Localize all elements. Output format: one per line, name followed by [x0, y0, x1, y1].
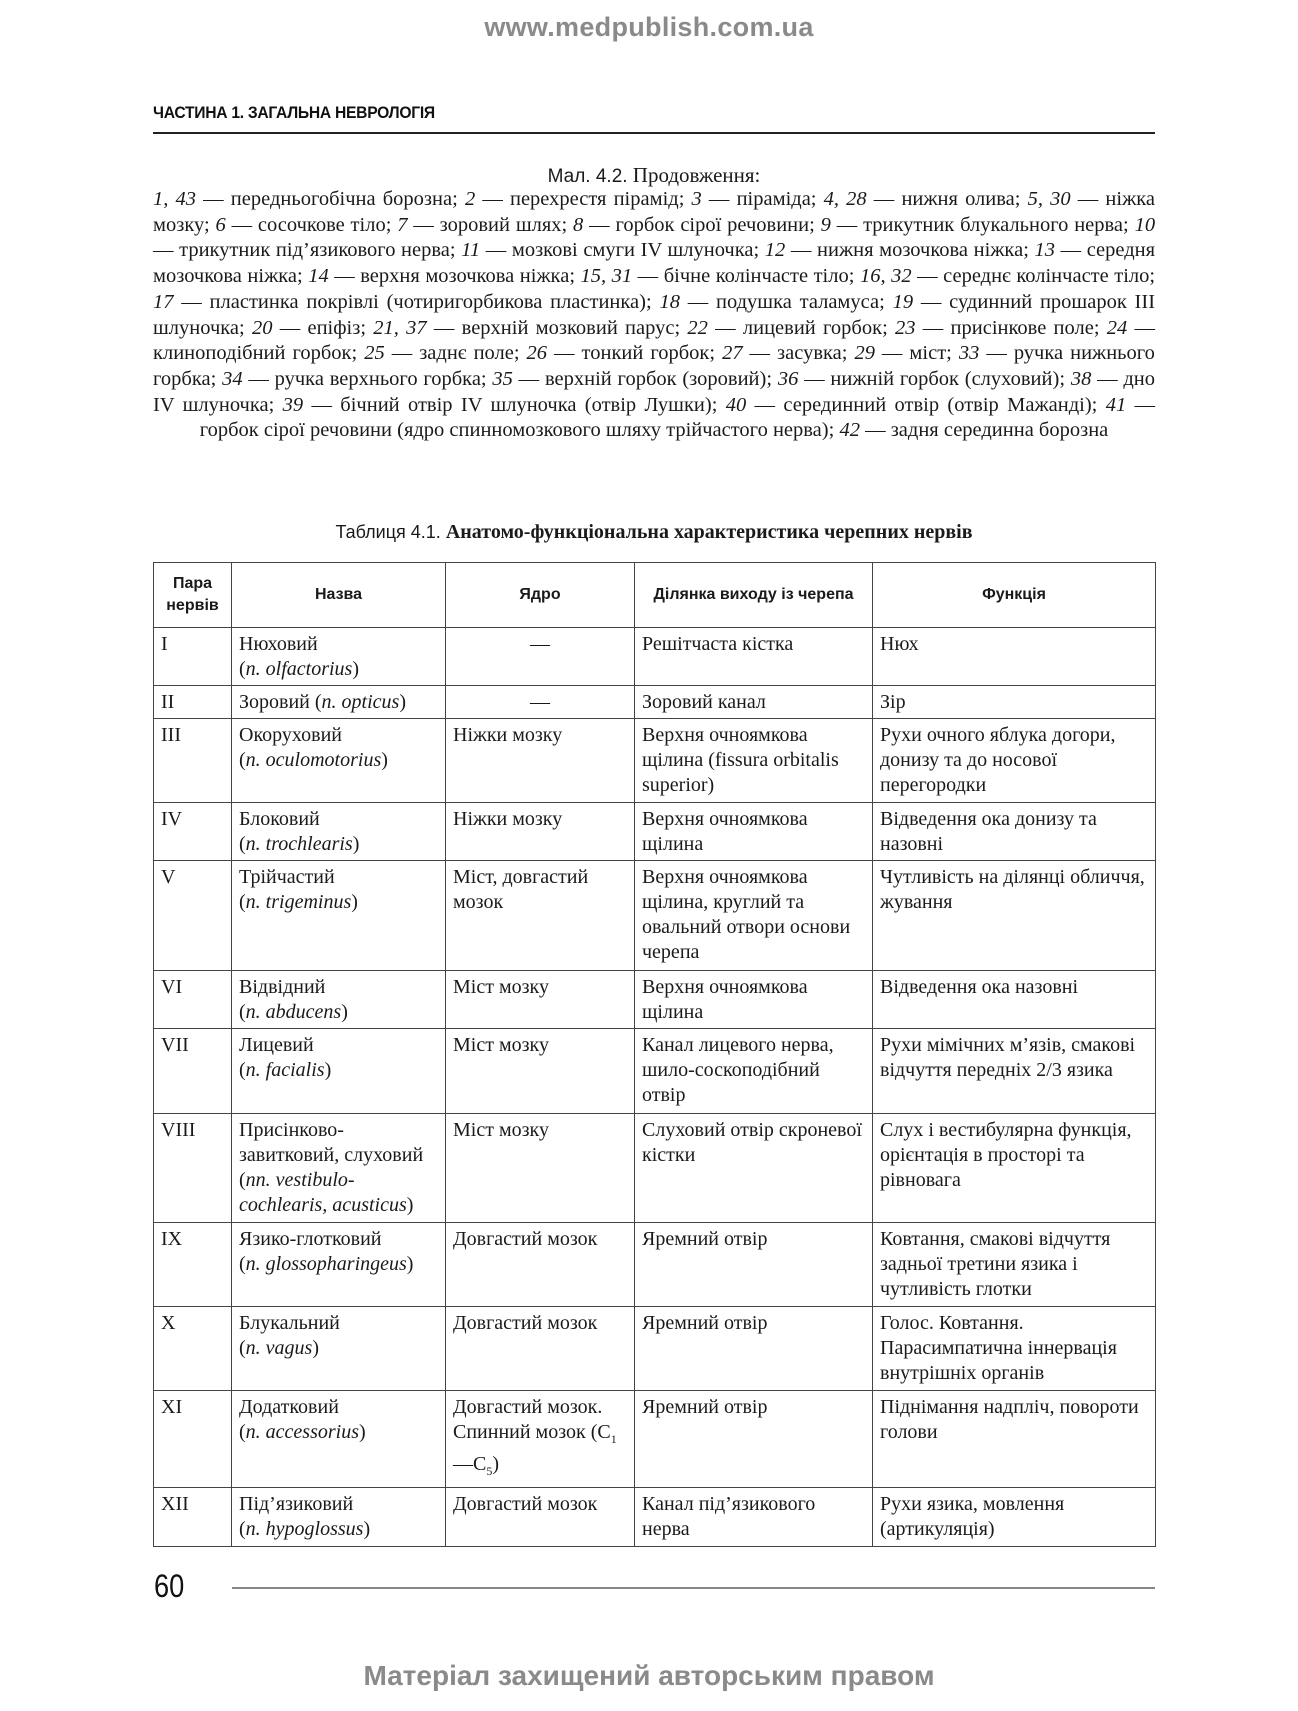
legend-number: 29 — [854, 342, 875, 365]
nerve-name: Присінково-завитковий, слуховий — [239, 1119, 424, 1166]
cell-pair: XII — [154, 1488, 232, 1547]
table-row — [154, 971, 1156, 1029]
cell-function: Рухи язика, мовлення (артикуляція) — [873, 1488, 1156, 1547]
legend-item: 22 — лицевий горбок; — [687, 316, 896, 339]
legend-item: 8 — горбок сірої речовини; — [573, 213, 821, 236]
legend-text: дно IV шлуночка — [153, 367, 1156, 416]
legend-number: 21, 37 — [373, 316, 427, 339]
cell-name: Блоковий (n. trochlearis) — [232, 803, 446, 861]
cell-pair: II — [154, 686, 232, 719]
legend-text: заднє поле — [419, 342, 514, 365]
nerve-latin-name: nn. vestibulo-cochlearis, acusticus — [239, 1169, 407, 1216]
cell-exit: Верхня очноямкова щілина — [635, 971, 873, 1029]
legend-number: 17 — [153, 290, 174, 313]
cell-name: Додатковий (n. accessorius) — [232, 1391, 446, 1488]
legend-text: зоровий шлях — [439, 213, 562, 236]
nerve-latin-name: n. vagus — [245, 1337, 313, 1359]
legend-text: верхня мозочкова ніжка — [360, 265, 570, 288]
legend-text: лицевий горбок — [742, 316, 883, 339]
legend-text: перехрестя пірамід — [509, 188, 679, 210]
cell-nucleus: Довгастий мозок — [446, 1223, 635, 1307]
legend-text: епіфіз — [307, 316, 361, 339]
legend-item: 39 — бічний отвір IV шлуночка (отвір Лушки); — [282, 393, 726, 416]
legend-text: передньогобічна борозна — [230, 188, 453, 210]
cranial-nerves-table — [153, 562, 1156, 1547]
legend-text: задня серединна борозна — [890, 419, 1109, 442]
legend-text: сосочкове тіло — [257, 213, 386, 236]
legend-item: 11 — мозкові смуги IV шлуночка; — [461, 239, 765, 262]
cell-exit: Канал лицевого нерва, шило-соскоподібний отвір — [635, 1029, 873, 1114]
legend-text: середня мозочкова ніжка — [153, 239, 1156, 288]
legend-number: 1, 43 — [153, 188, 197, 210]
cell-name: Трійчастий (n. trigeminus) — [232, 861, 446, 971]
legend-text: мозкові смуги IV шлуночка — [511, 239, 754, 262]
legend-item: 12 — нижня мозочкова ніжка; — [764, 239, 1035, 262]
legend-number: 13 — [1034, 239, 1055, 262]
legend-number: 42 — [839, 419, 860, 442]
legend-item: 36 — нижній горбок (слуховий); — [777, 367, 1071, 390]
cell-exit: Верхня очноямкова щілина — [635, 803, 873, 861]
table-header-row — [154, 563, 1156, 628]
legend-text: горбок сірої речовини (ядро спинномозкового шляху трійчастого нерва) — [199, 419, 829, 442]
legend-item: 41 — горбок сірої речовини (ядро спинномозкового шляху трійчастого нерва); — [199, 393, 1156, 442]
legend-item: 34 — ручка верхнього горбка; — [222, 367, 493, 390]
legend-text: міст — [909, 342, 947, 365]
legend-number: 34 — [222, 367, 243, 390]
nerve-name: Відвідний — [239, 976, 326, 998]
cell-nucleus: Міст мозку — [446, 1029, 635, 1114]
legend-text: ручка верхнього горбка — [274, 367, 481, 390]
nerve-latin-name: n. olfactorius — [245, 658, 353, 680]
legend-item: 33 — ручка нижнього горбка; — [153, 342, 1155, 390]
cell-pair: X — [154, 1307, 232, 1391]
legend-number: 25 — [364, 342, 385, 365]
legend-item: 25 — заднє поле; — [364, 342, 527, 365]
figure-title: Продовження: — [627, 163, 761, 187]
cell-function: Нюх — [873, 628, 1156, 686]
legend-item: 26 — тонкий горбок; — [526, 342, 723, 365]
table-row — [154, 861, 1156, 971]
cell-name: Відвідний (n. abducens) — [232, 971, 446, 1029]
nerve-latin-name: n. trochlearis — [245, 833, 353, 855]
legend-item: 14 — верхня мозочкова ніжка; — [308, 265, 581, 288]
legend-item: 19 — судинний прошарок III шлуночка; — [153, 290, 1156, 339]
legend-text: ручка нижнього горбка — [153, 342, 1155, 390]
cell-pair: IV — [154, 803, 232, 861]
nerve-latin-name: n. opticus — [321, 691, 400, 713]
cell-pair: V — [154, 861, 232, 971]
nerve-latin-name: n. trigeminus — [245, 891, 352, 913]
nerve-name: Блукальний — [239, 1312, 340, 1334]
cell-nucleus: Ніжки мозку — [446, 719, 635, 803]
legend-item: 10 — трикутник під’язикового нерва; — [153, 213, 1156, 262]
legend-number: 26 — [526, 342, 548, 365]
table-row — [154, 1114, 1156, 1223]
nerve-latin-name: n. abducens — [245, 1001, 342, 1023]
header-nucleus: Ядро — [446, 563, 635, 628]
cell-function: Ковтання, смакові відчуття задньої третини язика і чутливість глотки — [873, 1223, 1156, 1307]
legend-item: 27 — засувка; — [722, 342, 855, 365]
cell-nucleus: — — [446, 628, 635, 686]
cell-exit: Яремний отвір — [635, 1223, 873, 1307]
cell-name: Окоруховий (n. oculomotorius) — [232, 719, 446, 803]
legend-text: бічне колінчасте тіло — [663, 265, 849, 288]
legend-text: пластинка покрівлі (чотиригорбикова пластинка) — [209, 290, 646, 313]
legend-text: тонкий горбок — [581, 342, 710, 365]
table-row — [154, 719, 1156, 803]
cell-function: Піднімання надпліч, повороти голови — [873, 1391, 1156, 1488]
legend-item: 15, 31 — бічне колінчасте тіло; — [580, 265, 860, 288]
nerve-latin-name: n. facialis — [245, 1059, 325, 1081]
legend-item: 29 — міст; — [854, 342, 959, 365]
cell-name: Нюховий (n. olfactorius) — [232, 628, 446, 686]
legend-number: 5, 30 — [1027, 188, 1071, 210]
cell-function: Чутливість на ділянці обличчя, жування — [873, 861, 1156, 971]
table-row — [154, 1029, 1156, 1114]
legend-number: 35 — [492, 367, 513, 390]
table-row — [154, 803, 1156, 861]
cell-exit: Канал під’язикового нерва — [635, 1488, 873, 1547]
cell-pair: VI — [154, 971, 232, 1029]
legend-number: 10 — [1134, 213, 1156, 236]
legend-item: 17 — пластинка покрівлі (чотиригорбикова пластинка); — [153, 290, 660, 313]
table-row — [154, 1488, 1156, 1547]
legend-number: 19 — [892, 290, 914, 313]
nerve-latin-name: n. glossopharingeus — [245, 1253, 407, 1275]
table-label: Таблиця 4.1. — [335, 522, 441, 542]
cell-function: Відведення ока донизу та назовні — [873, 803, 1156, 861]
legend-item: 16, 32 — середнє колінчасте тіло; — [859, 265, 1156, 288]
legend-item: 35 — верхній горбок (зоровий); — [492, 367, 778, 390]
nerve-name: Нюховий — [239, 633, 318, 655]
cell-nucleus: Довгастий мозок — [446, 1488, 635, 1547]
legend-number: 4, 28 — [823, 188, 867, 210]
cell-pair: VII — [154, 1029, 232, 1114]
legend-number: 23 — [895, 316, 916, 339]
table-caption: Анатомо-функціональна характеристика черепних нервів — [440, 521, 973, 543]
legend-number: 3 — [691, 188, 702, 210]
legend-text: подушка таламуса — [716, 290, 880, 313]
legend-number: 16, 32 — [859, 265, 912, 288]
legend-number: 9 — [820, 213, 831, 236]
legend-text: піраміда — [736, 188, 811, 210]
legend-item: 23 — присінкове поле; — [895, 316, 1107, 339]
cell-name: Лицевий (n. facialis) — [232, 1029, 446, 1114]
legend-number: 39 — [282, 393, 304, 416]
legend-number: 8 — [573, 213, 584, 236]
header-exit: Ділянка виходу із черепа — [635, 563, 873, 628]
page-number: 60 — [154, 1568, 185, 1604]
table-row — [154, 1223, 1156, 1307]
nerve-latin-name: n. oculomotorius — [245, 749, 382, 771]
nerve-name: Окоруховий — [239, 724, 342, 746]
legend-item: 13 — середня мозочкова ніжка; — [153, 239, 1156, 288]
cell-pair: III — [154, 719, 232, 803]
cell-nucleus: Ніжки мозку — [446, 803, 635, 861]
cell-exit: Верхня очноямкова щілина, круглий та овальний отвори основи черепа — [635, 861, 873, 971]
legend-number: 20 — [251, 316, 273, 339]
legend-item: 42 — задня серединна борозна — [839, 419, 1109, 442]
table-title — [153, 521, 1155, 544]
table-row — [154, 1307, 1156, 1391]
cell-pair: IX — [154, 1223, 232, 1307]
legend-number: 11 — [461, 239, 481, 262]
legend-text: трикутник блукального нерва — [863, 213, 1124, 236]
legend-number: 7 — [397, 213, 408, 236]
cell-name: Присінково-завитковий, слуховий (nn. vestibulo-cochlearis, acusticus) — [232, 1114, 446, 1223]
cell-exit: Слуховий отвір скроневої кістки — [635, 1114, 873, 1223]
cell-pair: XI — [154, 1391, 232, 1488]
cell-exit: Решітчаста кістка — [635, 628, 873, 686]
cell-nucleus: Довгастий мозок. Спинний мозок $(C_1—C_5)$ — [446, 1391, 635, 1488]
legend-text: нижній горбок (слуховий) — [830, 367, 1060, 390]
legend-number: 24 — [1106, 316, 1128, 339]
figure-caption-title — [153, 162, 1155, 190]
legend-text: верхній мозковий парус — [461, 316, 675, 339]
cell-nucleus: — — [446, 686, 635, 719]
legend-text: ніжка мозку — [153, 188, 1156, 236]
header-rule — [153, 132, 1155, 134]
cell-exit: Яремний отвір — [635, 1307, 873, 1391]
legend-number: 22 — [687, 316, 708, 339]
legend-text: нижня олива — [901, 188, 1015, 210]
legend-text: засувка — [777, 342, 842, 365]
table-row — [154, 1391, 1156, 1488]
nerve-name: Зоровий — [239, 691, 310, 713]
cell-exit: Верхня очноямкова щілина (fissura orbitalis superior) — [635, 719, 873, 803]
cell-pair: VIII — [154, 1114, 232, 1223]
cell-function: Відведення ока назовні — [873, 971, 1156, 1029]
cell-nucleus: Довгастий мозок — [446, 1307, 635, 1391]
legend-text: серединний отвір (отвір Мажанді) — [783, 393, 1092, 416]
cell-nucleus: Міст, довгастий мозок — [446, 861, 635, 971]
cell-name: Язико-глотковий (n. glossopharingeus) — [232, 1223, 446, 1307]
header-name: Назва — [232, 563, 446, 628]
footer-rule — [232, 1587, 1155, 1589]
legend-text: нижня мозочкова ніжка — [817, 239, 1024, 262]
legend-text: клиноподібний горбок — [153, 342, 352, 365]
legend-text: судинний прошарок III шлуночка — [153, 290, 1156, 339]
nerve-latin-name: n. hypoglossus — [245, 1518, 364, 1540]
nerve-name: Під’язиковий — [239, 1493, 354, 1515]
cell-nucleus: Міст мозку — [446, 1114, 635, 1223]
cell-function: Слух і вестибулярна функція, орієнтація в просторі та рівновага — [873, 1114, 1156, 1223]
legend-item: 7 — зоровий шлях; — [397, 213, 574, 236]
legend-item: 21, 37 — верхній мозковий парус; — [373, 316, 688, 339]
header-function: Функція — [873, 563, 1156, 628]
legend-number: 38 — [1070, 367, 1092, 390]
legend-text: верхній горбок (зоровий) — [544, 367, 767, 390]
legend-item: 18 — подушка таламуса; — [659, 290, 893, 313]
cell-exit: Зоровий канал — [635, 686, 873, 719]
figure-legend — [153, 187, 1155, 444]
cell-name: Під’язиковий (n. hypoglossus) — [232, 1488, 446, 1547]
nerve-name: Додатковий — [239, 1396, 339, 1418]
nerve-name: Язико-глотковий — [239, 1228, 382, 1250]
nerve-name: Лицевий — [239, 1034, 314, 1056]
legend-text: бічний отвір IV шлуночка (отвір Лушки) — [340, 393, 712, 416]
legend-item: 2 — перехрестя пірамід; — [464, 188, 692, 210]
legend-item: 3 — піраміда; — [691, 188, 824, 210]
watermark-top: www.medpublish.com.ua — [484, 12, 814, 42]
table-row — [154, 628, 1156, 686]
cell-function: Зір — [873, 686, 1156, 719]
legend-item: 38 — дно IV шлуночка; — [153, 367, 1156, 416]
legend-number: 12 — [764, 239, 786, 262]
legend-item: 20 — епіфіз; — [251, 316, 374, 339]
legend-item: 5, 30 — ніжка мозку; — [153, 188, 1156, 236]
cell-name: Зоровий (n. opticus) — [232, 686, 446, 719]
cell-function: Рухи очного яблука догори, донизу та до носової перегородки — [873, 719, 1156, 803]
cell-name: Блукальний (n. vagus) — [232, 1307, 446, 1391]
vertebral-range: $(C_1—C_5)$ — [453, 1421, 617, 1478]
legend-text: трикутник під’язикового нерва — [179, 239, 450, 262]
legend-number: 14 — [308, 265, 329, 288]
legend-number: 15, 31 — [580, 265, 633, 288]
legend-number: 27 — [722, 342, 743, 365]
nerve-latin-name: n. accessorius — [245, 1421, 359, 1443]
running-head: ЧАСТИНА 1. ЗАГАЛЬНА НЕВРОЛОГІЯ — [153, 103, 435, 122]
cell-exit: Яремний отвір — [635, 1391, 873, 1488]
legend-text: середнє колінчасте тіло — [943, 265, 1150, 288]
legend-item: 24 — клиноподібний горбок; — [153, 316, 1156, 365]
cell-pair: I — [154, 628, 232, 686]
legend-number: 2 — [464, 188, 476, 210]
cell-nucleus: Міст мозку — [446, 971, 635, 1029]
legend-number: 40 — [725, 393, 747, 416]
legend-item: 9 — трикутник блукального нерва; — [820, 213, 1135, 236]
legend-text: присінкове поле — [950, 316, 1094, 339]
nerve-name: Трійчастий — [239, 866, 335, 888]
legend-text: горбок сірої речовини — [615, 213, 810, 236]
legend-item: 6 — сосочкове тіло; — [215, 213, 398, 236]
header-pair: Пара нервів — [154, 563, 232, 628]
figure-label: Мал. 4.2. — [547, 166, 628, 187]
legend-number: 18 — [659, 290, 680, 313]
watermark-bottom: Матеріал захищений авторським правом — [363, 1660, 935, 1691]
legend-number: 6 — [215, 213, 226, 236]
cell-function: Рухи мімічних м’язів, смакові відчуття передніх 2/3 язика — [873, 1029, 1156, 1114]
legend-item: 1, 43 — передньогобічна борозна; — [153, 188, 465, 210]
table-row — [154, 686, 1156, 719]
nerve-name: Блоковий — [239, 808, 320, 830]
legend-number: 41 — [1105, 393, 1127, 416]
legend-number: 36 — [777, 367, 799, 390]
cell-function: Голос. Ковтання. Парасимпатична іннервація внутрішніх органів — [873, 1307, 1156, 1391]
legend-item: 40 — серединний отвір (отвір Мажанді); — [725, 393, 1106, 416]
legend-number: 33 — [958, 342, 980, 365]
legend-item: 4, 28 — нижня олива; — [823, 188, 1028, 210]
